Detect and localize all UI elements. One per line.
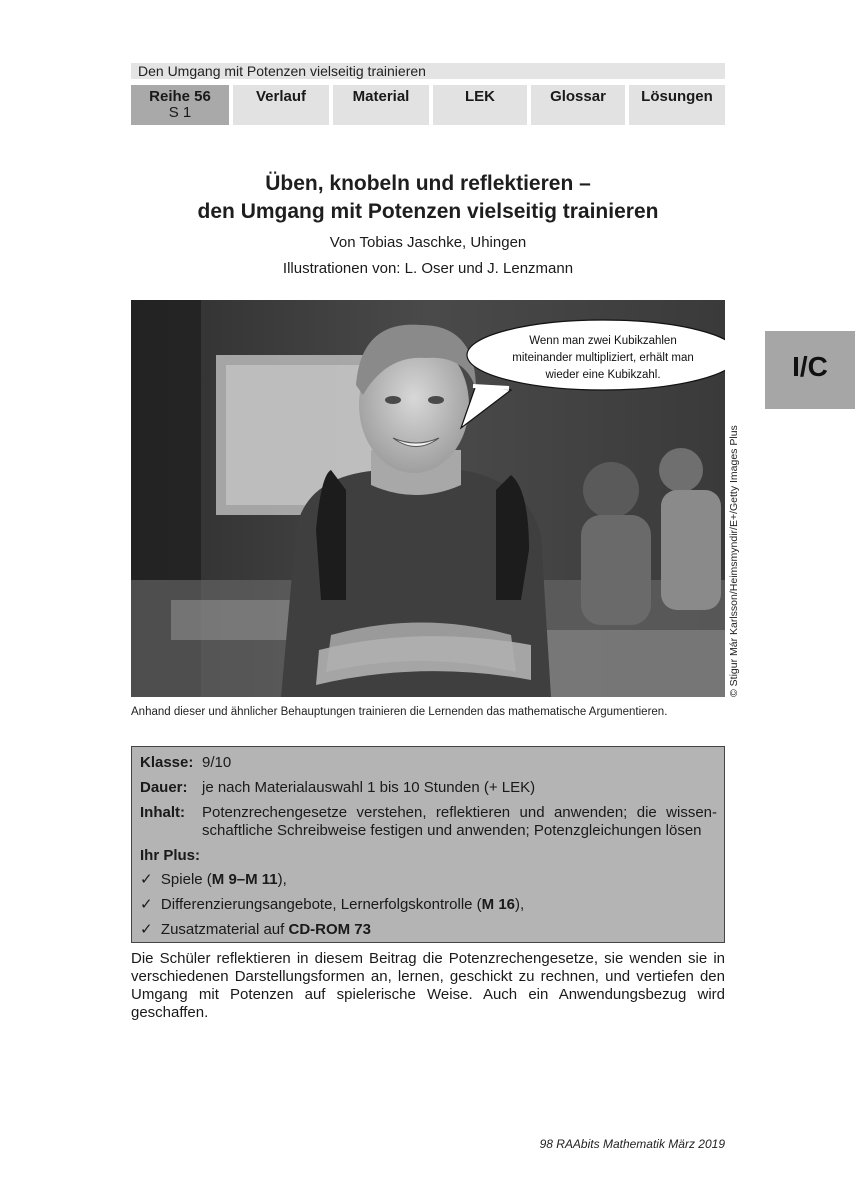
nav-material[interactable] xyxy=(333,85,429,125)
title-line-1: Üben, knobeln und reflektieren – xyxy=(265,172,591,195)
plus-item-text: Zusatzmaterial auf xyxy=(160,921,289,938)
section-tab-label: I/C xyxy=(792,351,828,382)
plus-item xyxy=(140,896,524,914)
plus-item-text: ), xyxy=(277,871,287,888)
classroom-photo xyxy=(131,300,725,697)
plus-item-ref: M 16 xyxy=(481,896,516,913)
running-title: Den Umgang mit Potenzen vielseitig trainieren xyxy=(138,63,426,79)
inhalt-line-2: schaftliche Schreibweise festigen und anwenden; Potenzgleichungen lösen xyxy=(202,822,702,839)
photo-illustration xyxy=(131,300,725,697)
inhalt-line-1: Potenzrechengesetze verstehen, reflektieren und anwenden; die wissen- xyxy=(202,804,717,821)
bubble-line-3: wieder eine Kubikzahl. xyxy=(545,369,661,381)
plus-item-ref: CD-ROM 73 xyxy=(288,921,371,938)
dauer-value: je nach Materialauswahl 1 bis 10 Stunden (+ LEK) xyxy=(202,779,536,796)
check-icon: ✓ xyxy=(140,871,153,888)
plus-item-ref: M 9–M 11 xyxy=(211,871,278,888)
plus-item-text: ), xyxy=(515,896,525,913)
title-line-2: den Umgang mit Potenzen vielseitig trainieren xyxy=(197,200,659,223)
page-footer: 98 RAAbits Mathematik März 2019 xyxy=(539,1137,725,1151)
author-line: Von Tobias Jaschke, Uhingen xyxy=(329,234,527,251)
nav-verlauf[interactable] xyxy=(233,85,329,125)
nav-reihe-page: S 1 xyxy=(168,104,192,121)
nav-glossar-label: Glossar xyxy=(550,88,606,105)
check-icon: ✓ xyxy=(140,921,153,938)
photo-caption: Anhand dieser und ähnlicher Behauptungen trainieren die Lernenden das mathematische Argumentieren. xyxy=(131,706,668,718)
plus-item-text: Spiele ( xyxy=(160,871,212,888)
nav-loesungen-label: Lösungen xyxy=(641,88,713,105)
plus-item xyxy=(140,871,287,889)
bubble-line-2: miteinander multipliziert, erhält man xyxy=(512,352,694,364)
nav-loesungen[interactable] xyxy=(629,85,725,125)
nav-reihe-label: Reihe 56 xyxy=(149,88,211,105)
bubble-line-1: Wenn man zwei Kubikzahlen xyxy=(529,335,677,347)
klasse-value: 9/10 xyxy=(202,754,232,771)
nav-verlauf-label: Verlauf xyxy=(255,88,307,105)
running-title-bar xyxy=(131,63,725,79)
nav-lek[interactable] xyxy=(433,85,527,125)
summary-paragraph: Die Schüler reflektieren in diesem Beitrag die Potenzrechengesetze, sie wenden sie in verschiedenen Darstellungsformen an, lernen, geschickt zu rechnen, und vertiefen den Umgang mit Potenzen auf spielerische Weise. Auch ein Anwendungsbezug wird geschaffen. xyxy=(131,950,725,1021)
nav-bar xyxy=(131,85,725,125)
nav-glossar[interactable] xyxy=(531,85,625,125)
photo-credit: © Stigur Már Karlsson/Heimsmyndir/E+/Getty Images Plus xyxy=(728,425,740,697)
section-tab xyxy=(765,331,855,409)
illustrators-line: Illustrationen von: L. Oser und J. Lenzmann xyxy=(282,260,574,277)
klasse-label: Klasse: xyxy=(140,754,194,771)
nav-lek-label: LEK xyxy=(465,88,495,105)
dauer-label: Dauer: xyxy=(140,779,188,796)
article-title xyxy=(131,170,725,226)
plus-item-text: Differenzierungsangebote, Lernerfolgskontrolle ( xyxy=(160,896,482,913)
info-box xyxy=(131,746,725,943)
plus-item xyxy=(140,921,371,939)
check-icon: ✓ xyxy=(140,896,153,913)
nav-material-label: Material xyxy=(352,88,410,105)
ihr-plus-label: Ihr Plus: xyxy=(140,847,201,864)
inhalt-label: Inhalt: xyxy=(140,804,185,821)
nav-reihe[interactable] xyxy=(131,85,229,125)
